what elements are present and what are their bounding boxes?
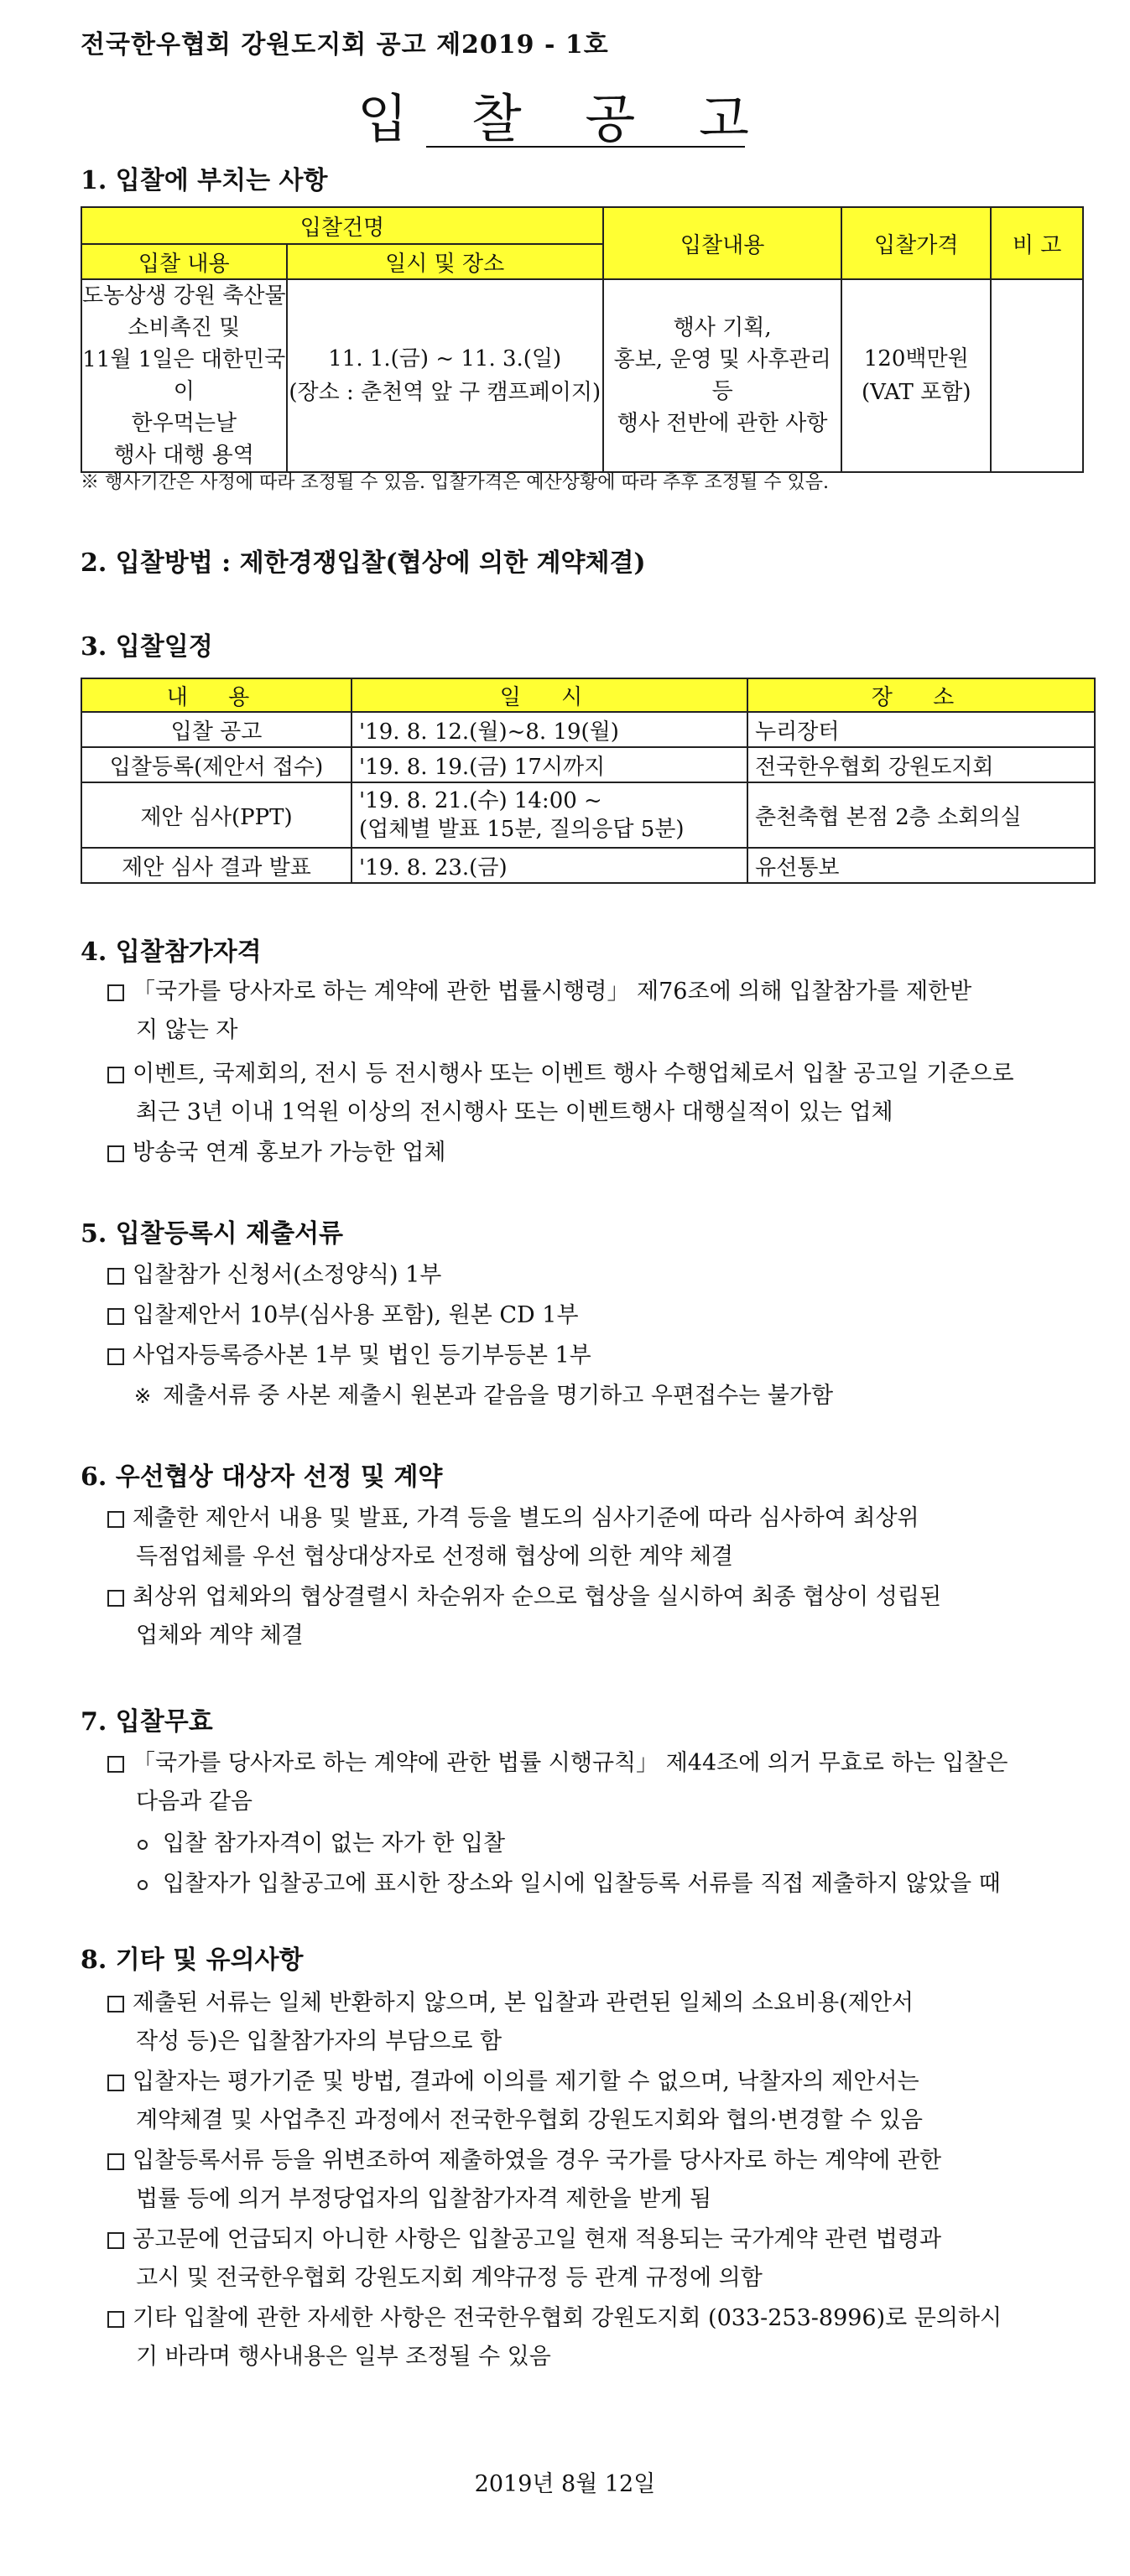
sub-list-item: 입찰자가 입찰공고에 표시한 장소와 일시에 입찰등록 서류를 직접 제출하지 않았을 때 — [138, 1865, 1001, 1898]
schedule-place: 춘천축협 본점 2층 소회의실 — [747, 782, 1095, 848]
schedule-content: 제안 심사(PPT) — [81, 782, 351, 848]
list-item-continued: 다음과 같음 — [136, 1789, 253, 1815]
schedule-header-place: 장 소 — [747, 678, 1095, 712]
list-item: 공고문에 언급되지 아니한 사항은 입찰공고일 현재 적용되는 국가계약 관련 법령과 — [107, 2220, 941, 2253]
section-3-heading: 3. 입찰일정 — [81, 632, 213, 662]
schedule-header-date: 일 시 — [351, 678, 747, 712]
checkbox-icon — [107, 2232, 124, 2249]
section-5-heading: 5. 입찰등록시 제출서류 — [81, 1219, 344, 1249]
schedule-header-content: 내 용 — [81, 678, 351, 712]
checkbox-icon — [107, 984, 124, 1001]
list-item: 최상위 업체와의 협상결렬시 차순위자 순으로 협상을 실시하여 최종 협상이 성립된 — [107, 1578, 941, 1611]
checkbox-icon — [107, 2153, 124, 2170]
section-6-heading: 6. 우선협상 대상자 선정 및 계약 — [81, 1462, 443, 1492]
table-row — [81, 782, 1095, 848]
list-item-continued: 업체와 계약 체결 — [136, 1623, 304, 1649]
circle-bullet-icon — [138, 1840, 148, 1850]
table-header-remark: 비 고 — [991, 207, 1083, 279]
bid-item-table — [81, 206, 1084, 473]
table-header-content: 입찰 내용 — [81, 244, 287, 279]
list-item-continued: 작성 등)은 입찰참가자의 부담으로 함 — [136, 2028, 503, 2054]
notice-date: 2019년 8월 12일 — [474, 2471, 656, 2497]
table-row — [81, 848, 1095, 883]
schedule-place: 전국한우협회 강원도지회 — [747, 747, 1095, 782]
table-header-price: 입찰가격 — [841, 207, 991, 279]
list-item-continued: 법률 등에 의거 부정당업자의 입찰참가자격 제한을 받게 됨 — [136, 2186, 712, 2212]
list-item: 사업자등록증사본 1부 및 법인 등기부등본 1부 — [107, 1337, 591, 1369]
sub-list-item: 입찰 참가자격이 없는 자가 한 입찰 — [138, 1825, 505, 1857]
checkbox-icon — [107, 2075, 124, 2091]
section-1-heading: 1. 입찰에 부치는 사항 — [81, 166, 328, 195]
bid-detail-cell: 행사 기획, 홍보, 운영 및 사후관리 등 행사 전반에 관한 사항 — [603, 279, 841, 472]
list-item-continued: 득점업체를 우선 협상대상자로 선정해 협상에 의한 계약 체결 — [136, 1544, 734, 1570]
list-item: 기타 입찰에 관한 자세한 사항은 전국한우협회 강원도지회 (033-253-8996)로 문의하시 — [107, 2299, 1002, 2332]
section-7-heading: 7. 입찰무효 — [81, 1707, 213, 1737]
table-header-group: 입찰건명 — [81, 207, 603, 244]
table-row — [81, 712, 1095, 747]
list-item-continued: 지 않는 자 — [136, 1017, 238, 1043]
checkbox-icon — [107, 1511, 124, 1528]
checkbox-icon — [107, 1756, 124, 1773]
bid-price-cell: 120백만원 (VAT 포함) — [841, 279, 991, 472]
schedule-content: 입찰 공고 — [81, 712, 351, 747]
bid-remark-cell — [991, 279, 1083, 472]
table-header-detail: 입찰내용 — [603, 207, 841, 279]
section-8-heading: 8. 기타 및 유의사항 — [81, 1945, 304, 1975]
list-item-continued: 계약체결 및 사업추진 과정에서 전국한우협회 강원도지회와 협의·변경할 수 있음 — [136, 2107, 923, 2133]
circle-bullet-icon — [138, 1880, 148, 1890]
list-item: 「국가를 당사자로 하는 계약에 관한 법률 시행규칙」 제44조에 의거 무효로 하는 입찰은 — [107, 1744, 1008, 1777]
checkbox-icon — [107, 2311, 124, 2328]
bid-content-cell: 도농상생 강원 축산물 소비촉진 및 11월 1일은 대한민국이 한우먹는날 행사 대행 용역 — [81, 279, 287, 472]
schedule-table — [81, 678, 1096, 884]
checkbox-icon — [107, 1268, 124, 1285]
section-1-note: ※ 행사기간은 사정에 따라 조정될 수 있음. 입찰가격은 예산상황에 따라 추후 조정될 수 있음. — [81, 472, 829, 493]
list-item: 입찰제안서 10부(심사용 포함), 원본 CD 1부 — [107, 1296, 579, 1329]
list-item-continued: 최근 3년 이내 1억원 이상의 전시행사 또는 이벤트행사 대행실적이 있는 업체 — [136, 1099, 893, 1125]
bid-datetime-cell: 11. 1.(금) ~ 11. 3.(일) (장소 : 춘천역 앞 구 캠프페이지) — [287, 279, 603, 472]
list-item: 제출된 서류는 일체 반환하지 않으며, 본 입찰과 관련된 일체의 소요비용(제안서 — [107, 1984, 914, 2017]
schedule-date: '19. 8. 19.(금) 17시까지 — [351, 747, 747, 782]
checkbox-icon — [107, 1996, 124, 2012]
table-row — [81, 747, 1095, 782]
checkbox-icon — [107, 1348, 124, 1365]
checkbox-icon — [107, 1145, 124, 1162]
checkbox-icon — [107, 1590, 124, 1607]
schedule-place: 유선통보 — [747, 848, 1095, 883]
page-title: 입 찰 공 고 — [357, 88, 773, 149]
schedule-date: '19. 8. 21.(수) 14:00 ~ (업체별 발표 15분, 질의응답 5분) — [351, 782, 747, 848]
title-underline — [426, 146, 745, 148]
submission-note: ※ 제출서류 중 사본 제출시 원본과 같음을 명기하고 우편접수는 불가함 — [134, 1383, 834, 1409]
list-item: 입찰참가 신청서(소정양식) 1부 — [107, 1256, 441, 1289]
schedule-content: 입찰등록(제안서 접수) — [81, 747, 351, 782]
list-item: 이벤트, 국제회의, 전시 등 전시행사 또는 이벤트 행사 수행업체로서 입찰 공고일 기준으로 — [107, 1055, 1014, 1088]
section-2-heading: 2. 입찰방법 : 제한경쟁입찰(협상에 의한 계약체결) — [81, 548, 646, 578]
schedule-date: '19. 8. 12.(월)~8. 19(월) — [351, 712, 747, 747]
schedule-place: 누리장터 — [747, 712, 1095, 747]
section-4-heading: 4. 입찰참가자격 — [81, 937, 262, 967]
list-item: 입찰등록서류 등을 위변조하여 제출하였을 경우 국가를 당사자로 하는 계약에 관한 — [107, 2142, 941, 2174]
notice-header: 전국한우협회 강원도지회 공고 제2019 - 1호 — [81, 30, 609, 60]
list-item: 「국가를 당사자로 하는 계약에 관한 법률시행령」 제76조에 의해 입찰참가를 제한받 — [107, 973, 971, 1005]
schedule-date: '19. 8. 23.(금) — [351, 848, 747, 883]
reference-mark-icon: ※ — [134, 1384, 152, 1408]
checkbox-icon — [107, 1067, 124, 1083]
schedule-content: 제안 심사 결과 발표 — [81, 848, 351, 883]
checkbox-icon — [107, 1308, 124, 1325]
table-row — [81, 279, 1083, 472]
table-header-datetime: 일시 및 장소 — [287, 244, 603, 279]
list-item-continued: 기 바라며 행사내용은 일부 조정될 수 있음 — [136, 2344, 551, 2370]
list-item: 제출한 제안서 내용 및 발표, 가격 등을 별도의 심사기준에 따라 심사하여 최상위 — [107, 1499, 919, 1532]
list-item: 방송국 연계 홍보가 가능한 업체 — [107, 1134, 445, 1166]
list-item: 입찰자는 평가기준 및 방법, 결과에 이의를 제기할 수 없으며, 낙찰자의 제안서는 — [107, 2063, 919, 2096]
list-item-continued: 고시 및 전국한우협회 강원도지회 계약규정 등 관계 규정에 의함 — [136, 2265, 763, 2291]
